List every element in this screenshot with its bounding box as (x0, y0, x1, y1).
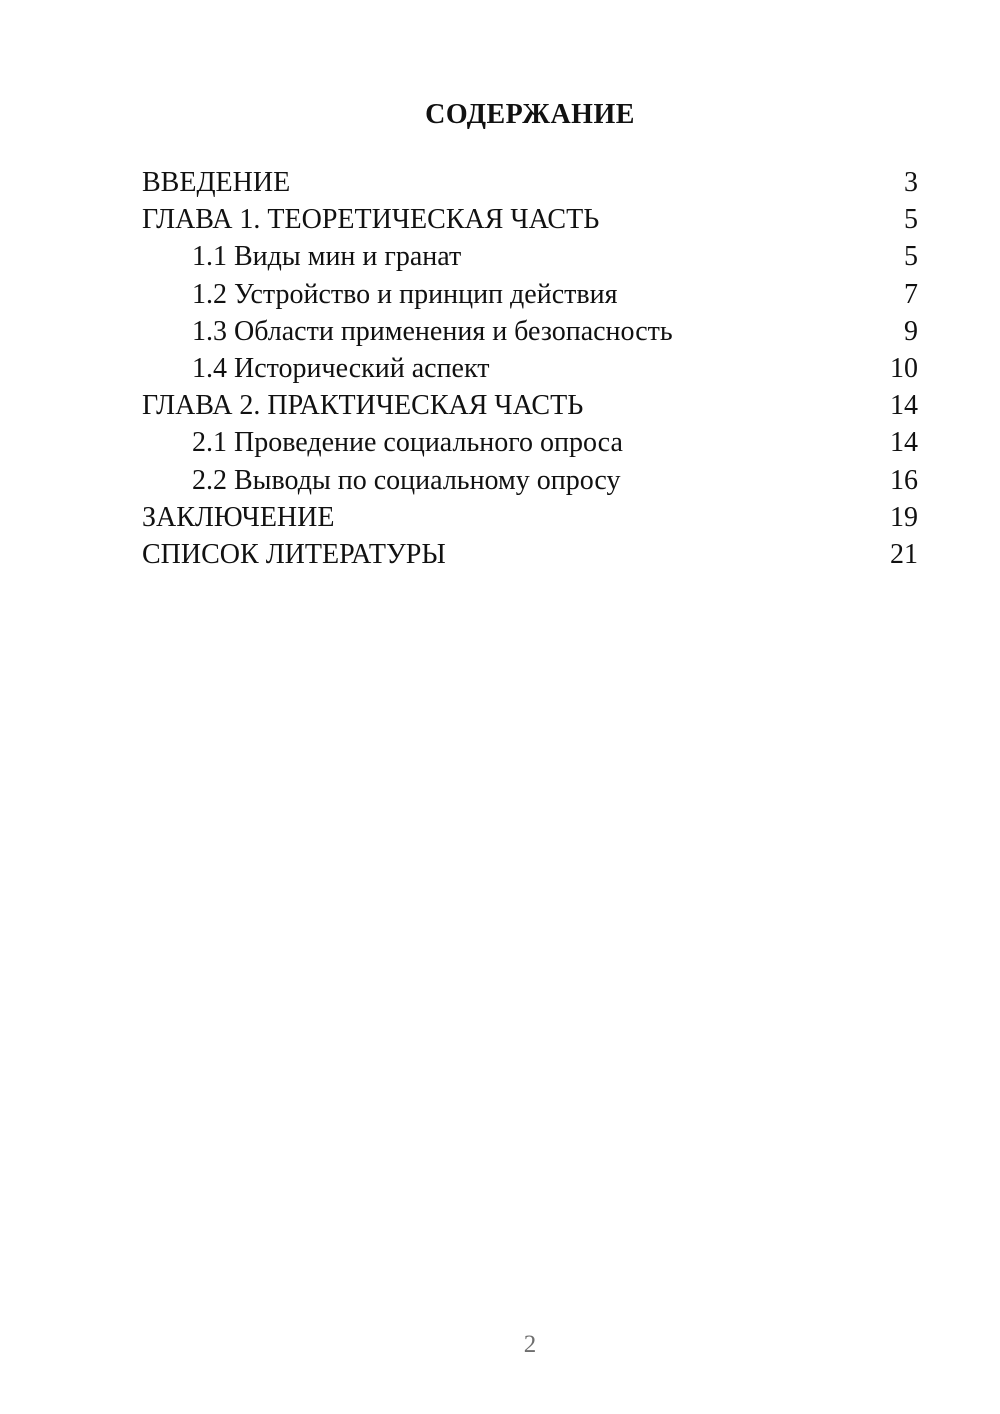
toc-entry-label: 1.3 Области применения и безопасность (192, 315, 673, 347)
toc-entry (142, 238, 918, 275)
toc-entry (142, 499, 918, 536)
toc-entry-label: ЗАКЛЮЧЕНИЕ (142, 501, 335, 533)
toc-entry-page: 14 (890, 390, 918, 422)
toc-entry-page: 5 (904, 241, 918, 273)
toc-entry-label: 2.2 Выводы по социальному опросу (192, 464, 621, 496)
toc-entry-page: 19 (890, 501, 918, 533)
toc-entry-page: 21 (890, 539, 918, 571)
toc-entry-label: ГЛАВА 2. ПРАКТИЧЕСКАЯ ЧАСТЬ (142, 390, 584, 422)
toc-entry-label: 1.4 Исторический аспект (192, 353, 490, 385)
toc-entry-label: СПИСОК ЛИТЕРАТУРЫ (142, 539, 446, 571)
toc-entry (142, 313, 918, 350)
toc-entry (142, 350, 918, 387)
toc-entry-page: 7 (904, 278, 918, 310)
toc-entry-page: 16 (890, 464, 918, 496)
toc-entry (142, 276, 918, 313)
toc-entry (142, 536, 918, 573)
toc-entry-page: 14 (890, 427, 918, 459)
toc-entry-page: 10 (890, 353, 918, 385)
page-title: СОДЕРЖАНИЕ (425, 99, 635, 130)
table-of-contents (142, 164, 918, 573)
toc-entry (142, 462, 918, 499)
page-content (142, 96, 918, 573)
toc-entry-label: ВВЕДЕНИЕ (142, 167, 291, 198)
toc-entry (142, 164, 918, 201)
toc-entry-label: 2.1 Проведение социального опроса (192, 427, 623, 459)
toc-entry (142, 387, 918, 424)
toc-entry-label: 1.2 Устройство и принцип действия (192, 278, 618, 310)
toc-entry-page: 3 (904, 167, 918, 198)
toc-entry (142, 424, 918, 461)
toc-entry-page: 9 (904, 315, 918, 347)
footer-page-number: 2 (523, 1331, 537, 1358)
toc-entry (142, 201, 918, 238)
toc-entry-page: 5 (904, 204, 918, 236)
toc-entry-label: ГЛАВА 1. ТЕОРЕТИЧЕСКАЯ ЧАСТЬ (142, 204, 600, 236)
toc-entry-label: 1.1 Виды мин и гранат (192, 241, 462, 273)
